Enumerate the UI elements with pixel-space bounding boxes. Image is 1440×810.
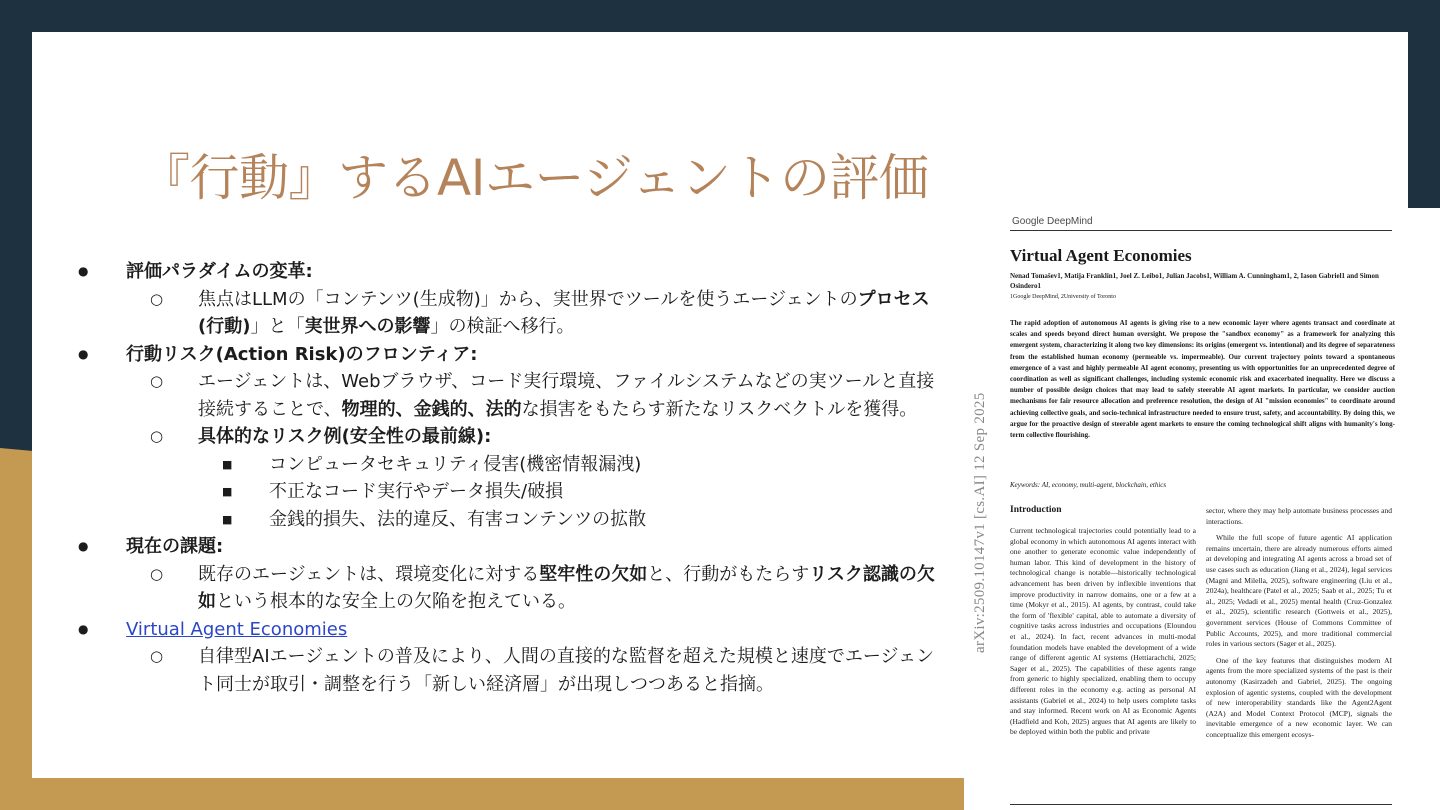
paper-column-right-p1: sector, where they may help automate business processes and interactions. [1206, 506, 1392, 526]
paper-keywords: Keywords: AI, economy, multi-agent, blockchain, ethics [1010, 481, 1167, 489]
bullet-marker: ● [78, 621, 89, 636]
bullet-emphasis-text: 物理的、金銭的、法的 [341, 398, 522, 420]
bullet-emphasis-text: 現在の課題: [126, 536, 224, 557]
bullet-list [78, 258, 938, 698]
bullet-text: 不正なコード実行やデータ損失/破損 [269, 481, 564, 502]
bullet-marker: ○ [150, 564, 164, 583]
bullet-emphasis-text: 具体的なリスク例(安全性の最前線): [198, 426, 492, 447]
bullet-marker: ■ [222, 457, 233, 471]
bullet-emphasis-text: リスク認識の欠如 [198, 563, 935, 612]
bullet-text: 自律型AIエージェントの普及により、人間の直接的な監督を超えた規模と速度でエージェント同士が取引・調整を行う「新しい経済層」が出現しつつあると指摘。 [198, 646, 935, 695]
bullet-marker: ● [78, 346, 89, 361]
bullet-text: 金銭的損失、法的違反、有害コンテンツの拡散 [269, 508, 647, 530]
arxiv-sidebar-stamp [972, 368, 996, 668]
bullet-item-level3 [78, 506, 938, 534]
bullet-marker: ■ [222, 512, 233, 526]
bullet-emphasis-text: プロセス(行動) [198, 288, 930, 337]
bullet-text: な損害をもたらす新たなリスクベクトルを獲得。 [521, 398, 918, 420]
paper-affiliations: 1Google DeepMind, 2University of Toronto [1010, 294, 1116, 300]
bullet-emphasis-text: 堅牢性の欠如 [539, 563, 648, 585]
bullet-item-level1 [78, 258, 938, 286]
paper-preview-image [964, 208, 1440, 810]
paper-column-left: Current technological trajectories could potentially lead to a global economy in which autonomous AI agents interact with one another to generate economic value independently of human labor. This kind of development in the history of technological change is notable—historically technological advancement has been driven by inflexible inventions that improve productivity in narrow domains, one or a few at a time (Mokyr et al., 2015). AI agents, by contrast, could take the form of 'flexible' capital, able to automate a diversity of cognitive tasks across industries and occupations (Eloundou et al., 2024). In fact, recent advances in multi-modal foundation models have enabled the development of a wide range of different agentic AI systems (Hettiarachchi, 2025; Sager et al., 2025). The capabilities of these agents range from generic to highly specialized, enabling them to occupy different roles in the economy e.g. acting as personal AI assistants (Gabriel et al., 2024) to help users complete tasks and stay informed. Recent work on AI as Economic Agents (Hadfield and Koh, 2025) argues that AI agents are likely to be deployed within both the public and private [1010, 526, 1196, 737]
bullet-marker: ○ [150, 289, 164, 308]
bullet-text: 焦点はLLMの「コンテンツ(生成物)」から、実世界でツールを使うエージェントの [198, 288, 858, 310]
bullet-text: と、行動がもたらす [647, 563, 810, 585]
bullet-item-level2 [78, 423, 938, 451]
bullet-item-level1 [78, 533, 938, 561]
bullet-text: という根本的な安全上の欠陥を抱えている。 [216, 591, 576, 612]
bullet-text: コンピュータセキュリティ侵害(機密情報漏洩) [269, 453, 642, 475]
footer-rule [1010, 804, 1392, 805]
intro-heading: Introduction [1010, 505, 1062, 515]
paper-title: Virtual Agent Economies [1010, 246, 1192, 265]
bullet-item-level2 [78, 561, 938, 616]
paper-column-right [1206, 506, 1392, 740]
paper-abstract: The rapid adoption of autonomous AI agents is giving rise to a new economic layer where agents transact and coordinate at scales and speeds beyond direct human oversight. We propose the "sandbox economy" as a framework for analyzing this emergent system, characterizing it along two key dimensions: its origins (emergent vs. intentional) and its degree of separateness from the established human economy (permeable vs. impermeable). Our current trajectory points toward a spontaneous emergence of a vast and highly permeable AI agent economy, presenting us with opportunities for an unprecedented degree of coordination as well as significant challenges, including systemic economic risk and exacerbated inequality. Here we discuss a number of possible design choices that may lead to safely steerable AI agent markets. In particular, we consider auction mechanisms for fair resource allocation and preference resolution, the design of AI "mission economies" to coordinate around achieving collective goals, and socio-technical infrastructure needed to ensure trust, safety, and accountability. By doing this, we argue for the proactive design of steerable agent markets to ensure the coming technological shift aligns with humanity's long-term collective flourishing. [1010, 319, 1395, 440]
paper-column-right-p2: While the full scope of future agentic AI application remains uncertain, there are already numerous efforts aimed at developing and integrating AI agents across a broad set of use cases such as education (Jiang et al., 2024), legal services (Magni and Milella, 2025), software engineering (Liu et al., 2024a), healthcare (Patel et al., 2025; Saab et al., 2025; Tu et al., 2025; Vedadi et al., 2025) mental health (Cruz-Gonzalez et al., 2025), scientific research (Gottweis et al., 2025), government services (House of Commons Committee of Public Accounts, 2025), and more traditional commercial roles in various sectors (Sager et al., 2025). [1206, 533, 1392, 649]
bullet-emphasis-text: 行動リスク(Action Risk)のフロンティア: [126, 343, 478, 365]
bullet-text: 既存のエージェントは、環境変化に対する [198, 563, 540, 585]
arxiv-identifier: arXiv:2509.10147v1 [cs.AI] 12 Sep 2025 [972, 392, 988, 653]
paper-link[interactable]: Virtual Agent Economies [126, 618, 348, 640]
slide-title: 『行動』するAIエージェントの評価 [140, 149, 929, 207]
bullet-marker: ○ [150, 372, 164, 390]
bullet-item-level1 [78, 616, 938, 644]
bullet-text: 」と「 [250, 316, 305, 337]
google-deepmind-logo: Google DeepMind [1012, 216, 1093, 227]
bullet-item-level2 [78, 643, 938, 698]
bullet-marker: ● [78, 264, 89, 278]
bullet-item-level3 [78, 451, 938, 479]
header-rule [1010, 230, 1392, 231]
paper-column-right-p3: One of the key features that distinguishes modern AI agents from the more specialized systems of the past is their autonomy (Kasirzadeh and Gabriel, 2025). The ongoing explosion of agentic systems, coupled with the development of new interoperability standards like the Agent2Agent (A2A) and Model Context Protocol (MCP), signals the inevitable emergence of a new economic layer. We can conceptualize this emergent ecosys- [1206, 655, 1392, 739]
bullet-marker: ○ [150, 647, 164, 665]
bullet-marker: ○ [150, 427, 164, 445]
bullet-emphasis-text: 評価パラダイムの変革: [126, 261, 313, 282]
bullet-text: エージェントは、Webブラウザ、コード実行環境、ファイルシステムなどの実ツールと直接接続することで、 [198, 371, 935, 420]
bullet-item-level2 [78, 368, 938, 423]
bullet-marker: ● [78, 539, 89, 553]
paper-authors: Nenad Tomašev1, Matija Franklin1, Joel Z. Leibo1, Julian Jacobs1, William A. Cunningham1, 2, Iason Gabriel1 and Simon Osindero1 [1010, 272, 1379, 290]
bullet-text: 」の検証へ移行。 [430, 316, 575, 337]
bullet-marker: ■ [222, 485, 233, 498]
bullet-item-level3 [78, 478, 938, 506]
bullet-item-level1 [78, 341, 938, 369]
bullet-item-level2 [78, 286, 938, 341]
bullet-emphasis-text: 実世界への影響 [304, 316, 431, 337]
